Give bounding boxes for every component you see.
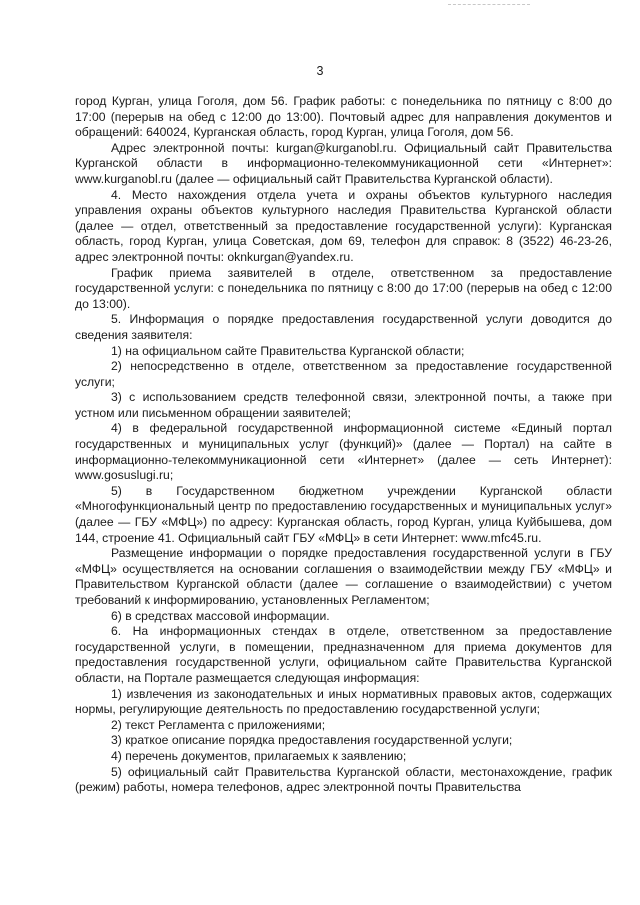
paragraph: Размещение информации о порядке предоставления государственной услуги в ГБУ «МФЦ» осуществляется на основании соглашения о взаимодействии между ГБУ «МФЦ» и Правительством Курганской области (далее — соглашение о взаимодействии) с учетом требований к информированию, установленных Регламентом; bbox=[75, 546, 612, 607]
paragraph: 4. Место нахождения отдела учета и охраны объектов культурного наследия управления охраны объектов культурного наследия Правительства Курганской области (далее — отдел, ответственный за предоставление государственной услуги): Курганская область, город Курган, улица Советская, дом 69, телефон для справок: 8 (3522) 46-23-26, адрес электронной почты: oknkurgan@yandex.ru. bbox=[75, 187, 612, 264]
paragraph: город Курган, улица Гоголя, дом 56. График работы: с понедельника по пятницу с 8:00 до 17:00 (перерыв на обед с 12:00 до 13:00). Почтовый адрес для направления документов и обращений: 640024, Курганская область, город Курган, улица Гоголя, дом 56. bbox=[75, 94, 612, 140]
paragraph: Адрес электронной почты: kurgan@kurganobl.ru. Официальный сайт Правительства Курганской области в информационно-телекоммуникационной сети «Интернет»: www.kurganobl.ru (далее — официальный сайт Правительства Курганской области). bbox=[75, 140, 612, 186]
scan-artifact bbox=[448, 4, 530, 5]
list-item: 3) краткое описание порядка предоставления государственной услуги; bbox=[111, 733, 513, 748]
list-item: 4) в федеральной государственной информационной системе «Единый портал государственных и муниципальных услуг (функций)» (далее — Портал) на сайте в информационно-телекоммуникационной сети «Интернет» (далее — сеть Интернет): www.gosuslugi.ru; bbox=[75, 421, 612, 483]
list-item: 1) извлечения из законодательных и иных нормативных правовых актов, содержащих нормы, регулирующие деятельность по предоставлению государственной услуги; bbox=[75, 686, 612, 717]
list-item: 3) с использованием средств телефонной связи, электронной почты, а также при устном или письменном обращении заявителей; bbox=[75, 390, 612, 420]
paragraph: 6. На информационных стендах в отделе, ответственном за предоставление государственной услуги, в помещении, предназначенном для приема документов для предоставления государственной услуги, официальном сайте Правительства Курганской области, на Портале размещается следующая информация: bbox=[75, 624, 612, 685]
page-number: 3 bbox=[316, 64, 324, 78]
paragraph: График приема заявителей в отделе, ответственном за предоставление государственной услуги: с понедельника по пятницу с 8:00 до 17:00 (перерыв на обед с 12:00 до 13:00). bbox=[75, 265, 612, 311]
list-item: 2) непосредственно в отделе, ответственном за предоставление государственной услуги; bbox=[75, 359, 612, 389]
document-body bbox=[75, 94, 612, 796]
list-item: 4) перечень документов, прилагаемых к заявлению; bbox=[111, 748, 407, 763]
paragraph: 5. Информация о порядке предоставления государственной услуги доводится до сведения заявителя: bbox=[75, 312, 612, 342]
list-item: 5) официальный сайт Правительства Курганской области, местонахождение, график (режим) работы, номера телефонов, адрес электронной почты Правительства bbox=[75, 764, 612, 795]
list-item: 5) в Государственном бюджетном учреждении Курганской области «Многофункциональный центр по предоставлению государственных и муниципальных услуг» (далее — ГБУ «МФЦ») по адресу: Курганская область, город Курган, улица Куйбышева, дом 144, строение 41. Официальный сайт ГБУ «МФЦ» в сети Интернет: www.mfc45.ru. bbox=[75, 483, 612, 545]
list-item: 1) на официальном сайте Правительства Курганской области; bbox=[111, 343, 465, 358]
list-item: 6) в средствах массовой информации. bbox=[111, 608, 330, 623]
list-item: 2) текст Регламента с приложениями; bbox=[111, 717, 326, 732]
